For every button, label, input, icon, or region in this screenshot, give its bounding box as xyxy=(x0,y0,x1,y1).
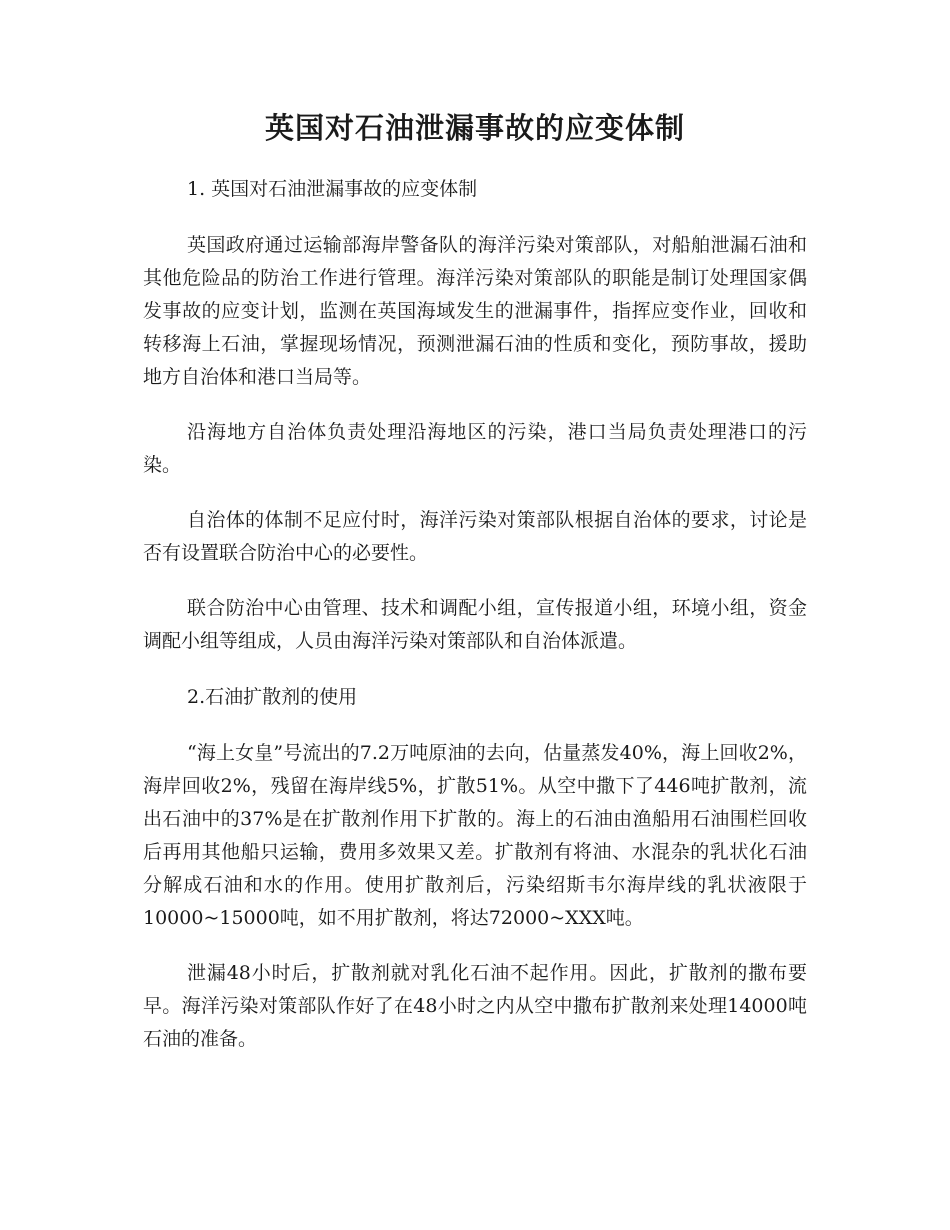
paragraph: 沿海地方自治体负责处理沿海地区的污染，港口当局负责处理港口的污染。 xyxy=(143,421,807,476)
paragraph: “海上女皇”号流出的7.2万吨原油的去向，估量蒸发40%，海上回收2%，海岸回收2%，残留在海岸线5%，扩散51%。从空中撒下了446吨扩散剂，流出石油中的37%是在扩散剂作用下扩散的。海上的石油由渔船用石油围栏回收后再用其他船只运输，费用多效果又差。扩散剂有将油、水混杂的乳状化石油分解成石油和水的作用。使用扩散剂后，污染绍斯韦尔海岸线的乳状液限于10000~15000吨，如不用扩散剂，将达72000~XXX吨。 xyxy=(143,742,807,929)
paragraph: 英国政府通过运输部海岸警备队的海洋污染对策部队，对船舶泄漏石油和其他危险品的防治工作进行管理。海洋污染对策部队的职能是制订处理国家偶发事故的应变计划，监测在英国海域发生的泄漏事件，指挥应变作业，回收和转移海上石油，掌握现场情况，预测泄漏石油的性质和变化，预防事故，援助地方自治体和港口当局等。 xyxy=(143,234,807,388)
paragraph: 自治体的体制不足应付时，海洋污染对策部队根据自治体的要求，讨论是否有设置联合防治中心的必要性。 xyxy=(143,509,807,564)
paragraph: 联合防治中心由管理、技术和调配小组，宣传报道小组，环境小组，资金调配小组等组成，人员由海洋污染对策部队和自治体派遣。 xyxy=(143,597,807,652)
section-heading-1: 1. 英国对石油泄漏事故的应变体制 xyxy=(187,178,478,200)
section-heading-2: 2.石油扩散剂的使用 xyxy=(187,686,358,708)
paragraph: 泄漏48小时后，扩散剂就对乳化石油不起作用。因此，扩散剂的撒布要早。海洋污染对策部队作好了在48小时之内从空中撒布扩散剂来处理14000吨石油的准备。 xyxy=(143,962,807,1050)
document-title: 英国对石油泄漏事故的应变体制 xyxy=(264,111,685,145)
